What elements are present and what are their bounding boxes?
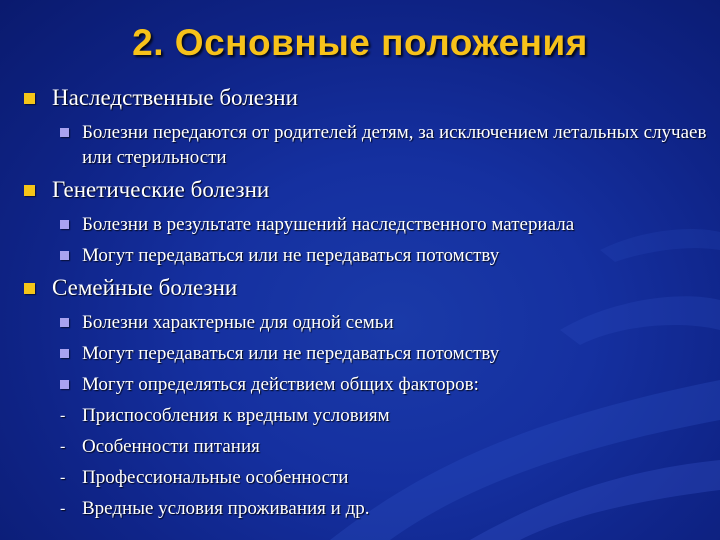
list-item-level2 bbox=[20, 212, 710, 237]
list-item-text: Генетические болезни bbox=[52, 177, 270, 202]
bullet-dash-icon: - bbox=[60, 469, 66, 486]
list-item-text: Болезни передаются от родителей детям, за исключением летальных случаев или стерильности bbox=[82, 122, 707, 168]
list-item-text: Особенности питания bbox=[82, 436, 260, 457]
list-item-text: Могут передаваться или не передаваться потомству bbox=[82, 343, 500, 364]
list-item-text: Болезни характерные для одной семьи bbox=[82, 312, 394, 333]
list-item-dash bbox=[20, 403, 710, 428]
list-item-level2 bbox=[20, 310, 710, 335]
list-item-dash bbox=[20, 465, 710, 490]
list-item-text: Семейные болезни bbox=[52, 275, 238, 300]
slide-title: 2. Основные положения bbox=[132, 22, 588, 63]
list-item-text: Могут передаваться или не передаваться потомству bbox=[82, 245, 500, 266]
bullet-square-icon bbox=[60, 251, 69, 260]
list-item-text: Болезни в результате нарушений наследственного материала bbox=[82, 214, 575, 235]
list-item-level1 bbox=[20, 176, 710, 204]
bullet-square-icon bbox=[24, 93, 35, 104]
list-item-text: Наследственные болезни bbox=[52, 85, 298, 110]
list-item-text: Профессиональные особенности bbox=[82, 467, 349, 488]
list-item-level1 bbox=[20, 84, 710, 112]
bullet-square-icon bbox=[60, 128, 69, 137]
bullet-dash-icon: - bbox=[60, 438, 66, 455]
list-item-level1 bbox=[20, 274, 710, 302]
bullet-square-icon bbox=[24, 283, 35, 294]
bullet-square-icon bbox=[60, 318, 69, 327]
bullet-square-icon bbox=[60, 349, 69, 358]
list-item-level2 bbox=[20, 120, 710, 170]
list-item-level2 bbox=[20, 243, 710, 268]
bullet-dash-icon: - bbox=[60, 407, 66, 424]
list-item-text: Приспособления к вредным условиям bbox=[82, 405, 390, 426]
list-item-level2 bbox=[20, 341, 710, 366]
list-item-text: Вредные условия проживания и др. bbox=[82, 498, 370, 519]
list-item-dash bbox=[20, 434, 710, 459]
list-item-level2 bbox=[20, 372, 710, 397]
bullet-square-icon bbox=[60, 380, 69, 389]
list-item-text: Могут определяться действием общих факторов: bbox=[82, 374, 479, 395]
bullet-square-icon bbox=[60, 220, 69, 229]
bullet-list bbox=[20, 80, 710, 527]
bullet-square-icon bbox=[24, 185, 35, 196]
list-item-dash bbox=[20, 496, 710, 521]
bullet-dash-icon: - bbox=[60, 500, 66, 517]
